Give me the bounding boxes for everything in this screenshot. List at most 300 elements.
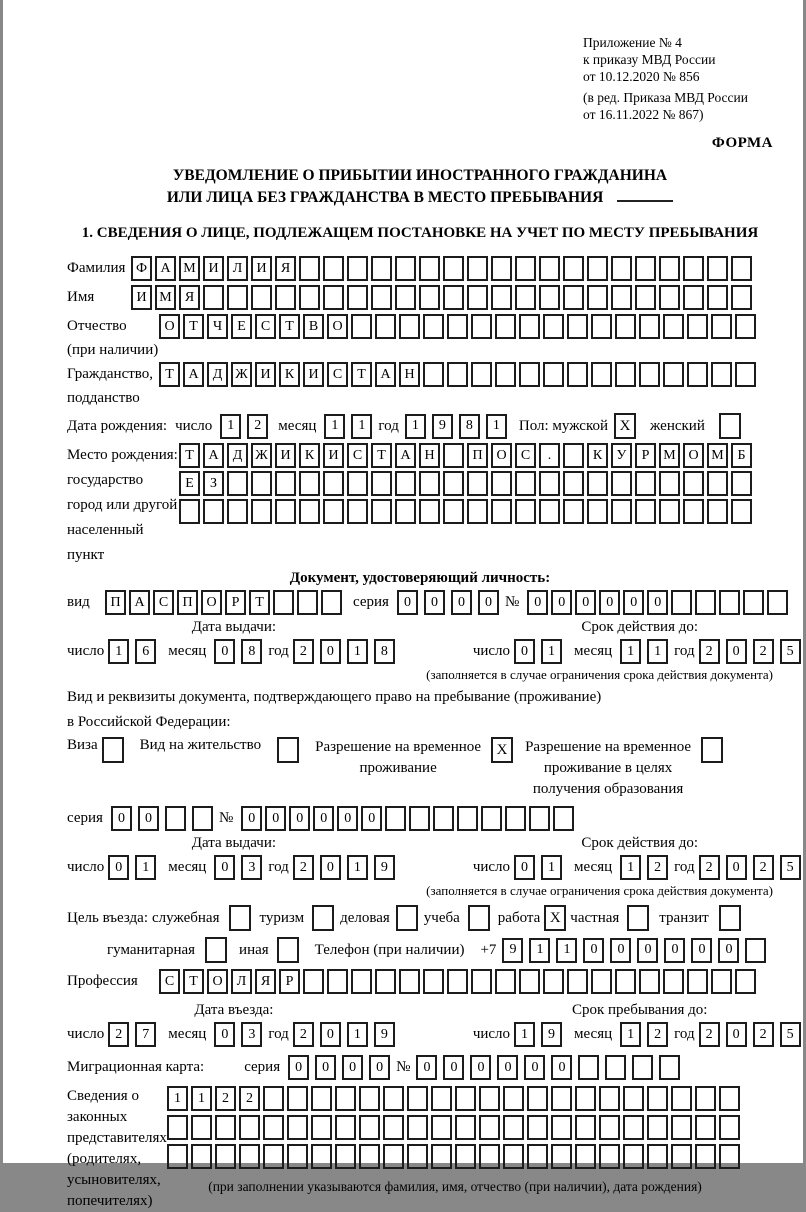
char-box[interactable]: Ж (231, 362, 252, 387)
char-box[interactable]: С (159, 969, 180, 994)
char-box[interactable]: Р (635, 443, 656, 468)
char-box[interactable]: 0 (315, 1055, 336, 1080)
char-box[interactable]: 0 (470, 1055, 491, 1080)
char-box[interactable] (767, 590, 788, 615)
char-box[interactable] (287, 1115, 308, 1140)
char-box[interactable] (587, 256, 608, 281)
char-box[interactable] (409, 806, 430, 831)
char-box[interactable]: 8 (459, 414, 480, 439)
char-box[interactable] (407, 1086, 428, 1111)
char-box[interactable] (735, 362, 756, 387)
char-box[interactable] (491, 285, 512, 310)
char-box[interactable] (611, 471, 632, 496)
char-box[interactable]: 0 (451, 590, 472, 615)
char-box[interactable] (395, 471, 416, 496)
char-box[interactable]: 2 (753, 639, 774, 664)
char-box[interactable]: Я (255, 969, 276, 994)
char-box[interactable]: Ж (251, 443, 272, 468)
char-box[interactable]: 0 (361, 806, 382, 831)
char-box[interactable] (347, 256, 368, 281)
char-box[interactable] (687, 362, 708, 387)
char-box[interactable] (165, 806, 186, 831)
char-box[interactable] (543, 969, 564, 994)
char-box[interactable]: Т (183, 314, 204, 339)
purpose-official-checkbox[interactable] (229, 905, 251, 931)
char-box[interactable]: 2 (647, 855, 668, 880)
char-box[interactable] (359, 1144, 380, 1169)
char-box[interactable] (647, 1144, 668, 1169)
char-box[interactable] (297, 590, 318, 615)
char-box[interactable] (635, 256, 656, 281)
char-box[interactable]: К (587, 443, 608, 468)
char-box[interactable] (191, 1115, 212, 1140)
char-box[interactable]: Т (183, 969, 204, 994)
char-box[interactable] (167, 1115, 188, 1140)
char-box[interactable] (419, 471, 440, 496)
char-box[interactable] (227, 499, 248, 524)
char-box[interactable]: А (203, 443, 224, 468)
char-box[interactable] (431, 1144, 452, 1169)
char-box[interactable] (615, 314, 636, 339)
char-box[interactable]: С (255, 314, 276, 339)
char-box[interactable]: Ф (131, 256, 152, 281)
char-box[interactable] (731, 499, 752, 524)
char-box[interactable]: З (203, 471, 224, 496)
char-box[interactable] (635, 499, 656, 524)
char-box[interactable] (471, 969, 492, 994)
char-box[interactable] (359, 1115, 380, 1140)
char-box[interactable]: М (155, 285, 176, 310)
char-box[interactable]: 0 (288, 1055, 309, 1080)
char-box[interactable]: Е (231, 314, 252, 339)
char-box[interactable] (491, 256, 512, 281)
char-box[interactable]: 0 (416, 1055, 437, 1080)
char-box[interactable]: И (303, 362, 324, 387)
char-box[interactable] (519, 314, 540, 339)
sex-female-checkbox[interactable] (719, 413, 741, 439)
char-box[interactable]: 0 (320, 855, 341, 880)
char-box[interactable]: 1 (167, 1086, 188, 1111)
char-box[interactable] (471, 362, 492, 387)
char-box[interactable]: С (347, 443, 368, 468)
char-box[interactable]: 8 (374, 639, 395, 664)
char-box[interactable] (419, 499, 440, 524)
char-box[interactable] (419, 285, 440, 310)
char-box[interactable] (707, 285, 728, 310)
char-box[interactable]: 0 (575, 590, 596, 615)
char-box[interactable]: 0 (138, 806, 159, 831)
char-box[interactable] (191, 1144, 212, 1169)
char-box[interactable] (551, 1115, 572, 1140)
char-box[interactable]: Н (419, 443, 440, 468)
char-box[interactable] (431, 1115, 452, 1140)
char-box[interactable]: М (659, 443, 680, 468)
char-box[interactable]: 9 (502, 938, 523, 963)
char-box[interactable] (479, 1086, 500, 1111)
char-box[interactable] (543, 362, 564, 387)
char-box[interactable]: 0 (637, 938, 658, 963)
char-box[interactable]: . (539, 443, 560, 468)
char-box[interactable] (711, 362, 732, 387)
char-box[interactable] (605, 1055, 626, 1080)
char-box[interactable] (745, 938, 766, 963)
char-box[interactable] (611, 285, 632, 310)
char-box[interactable] (659, 471, 680, 496)
char-box[interactable] (515, 256, 536, 281)
char-box[interactable]: 0 (691, 938, 712, 963)
char-box[interactable] (447, 362, 468, 387)
char-box[interactable] (323, 471, 344, 496)
char-box[interactable] (647, 1115, 668, 1140)
char-box[interactable] (287, 1086, 308, 1111)
char-box[interactable] (647, 1086, 668, 1111)
residence-permit-checkbox[interactable] (277, 737, 299, 763)
char-box[interactable] (479, 1144, 500, 1169)
char-box[interactable] (719, 590, 740, 615)
char-box[interactable]: 3 (241, 1022, 262, 1047)
char-box[interactable] (311, 1115, 332, 1140)
char-box[interactable] (567, 314, 588, 339)
char-box[interactable]: В (303, 314, 324, 339)
char-box[interactable] (543, 314, 564, 339)
char-box[interactable]: 0 (514, 855, 535, 880)
char-box[interactable] (371, 471, 392, 496)
char-box[interactable] (239, 1115, 260, 1140)
char-box[interactable] (491, 471, 512, 496)
char-box[interactable]: 0 (108, 855, 129, 880)
char-box[interactable] (575, 1115, 596, 1140)
char-box[interactable] (323, 499, 344, 524)
char-box[interactable] (599, 1144, 620, 1169)
char-box[interactable] (599, 1086, 620, 1111)
purpose-other-checkbox[interactable] (277, 937, 299, 963)
char-box[interactable]: 1 (351, 414, 372, 439)
char-box[interactable]: 0 (241, 806, 262, 831)
char-box[interactable] (495, 314, 516, 339)
char-box[interactable]: 0 (397, 590, 418, 615)
char-box[interactable] (371, 285, 392, 310)
char-box[interactable]: И (131, 285, 152, 310)
char-box[interactable]: К (299, 443, 320, 468)
char-box[interactable] (192, 806, 213, 831)
purpose-tourism-checkbox[interactable] (312, 905, 334, 931)
char-box[interactable] (663, 969, 684, 994)
char-box[interactable] (251, 471, 272, 496)
char-box[interactable]: 1 (405, 414, 426, 439)
char-box[interactable] (683, 499, 704, 524)
char-box[interactable]: 0 (265, 806, 286, 831)
char-box[interactable] (707, 256, 728, 281)
char-box[interactable]: 2 (215, 1086, 236, 1111)
char-box[interactable] (539, 499, 560, 524)
char-box[interactable]: 0 (337, 806, 358, 831)
char-box[interactable] (407, 1115, 428, 1140)
char-box[interactable] (615, 969, 636, 994)
char-box[interactable] (587, 499, 608, 524)
char-box[interactable] (443, 471, 464, 496)
char-box[interactable] (527, 1115, 548, 1140)
char-box[interactable] (735, 314, 756, 339)
char-box[interactable]: 0 (320, 1022, 341, 1047)
char-box[interactable] (323, 285, 344, 310)
char-box[interactable]: 0 (478, 590, 499, 615)
char-box[interactable] (443, 499, 464, 524)
char-box[interactable] (251, 499, 272, 524)
char-box[interactable] (663, 314, 684, 339)
char-box[interactable] (395, 285, 416, 310)
char-box[interactable] (423, 969, 444, 994)
char-box[interactable] (519, 969, 540, 994)
char-box[interactable] (719, 1115, 740, 1140)
char-box[interactable] (563, 499, 584, 524)
char-box[interactable] (263, 1115, 284, 1140)
char-box[interactable]: 1 (135, 855, 156, 880)
char-box[interactable] (275, 499, 296, 524)
char-box[interactable]: 0 (369, 1055, 390, 1080)
char-box[interactable] (515, 285, 536, 310)
char-box[interactable]: 0 (514, 639, 535, 664)
char-box[interactable]: 0 (551, 590, 572, 615)
char-box[interactable] (335, 1144, 356, 1169)
char-box[interactable] (695, 1144, 716, 1169)
char-box[interactable]: 2 (293, 855, 314, 880)
char-box[interactable] (711, 314, 732, 339)
char-box[interactable]: 1 (347, 855, 368, 880)
char-box[interactable] (455, 1086, 476, 1111)
char-box[interactable]: А (155, 256, 176, 281)
char-box[interactable]: А (183, 362, 204, 387)
char-box[interactable]: 0 (497, 1055, 518, 1080)
char-box[interactable] (311, 1144, 332, 1169)
char-box[interactable] (503, 1086, 524, 1111)
char-box[interactable]: 0 (527, 590, 548, 615)
char-box[interactable] (385, 806, 406, 831)
purpose-study-checkbox[interactable] (468, 905, 490, 931)
char-box[interactable] (611, 256, 632, 281)
char-box[interactable]: 0 (443, 1055, 464, 1080)
char-box[interactable] (227, 471, 248, 496)
char-box[interactable] (695, 1115, 716, 1140)
char-box[interactable]: И (323, 443, 344, 468)
char-box[interactable] (527, 1144, 548, 1169)
char-box[interactable] (431, 1086, 452, 1111)
char-box[interactable] (287, 1144, 308, 1169)
char-box[interactable]: Т (351, 362, 372, 387)
char-box[interactable] (663, 362, 684, 387)
char-box[interactable] (359, 1086, 380, 1111)
char-box[interactable] (215, 1115, 236, 1140)
char-box[interactable]: М (179, 256, 200, 281)
char-box[interactable]: 1 (541, 855, 562, 880)
char-box[interactable]: Б (731, 443, 752, 468)
char-box[interactable] (467, 285, 488, 310)
char-box[interactable] (467, 256, 488, 281)
char-box[interactable] (539, 471, 560, 496)
char-box[interactable]: П (105, 590, 126, 615)
char-box[interactable] (419, 256, 440, 281)
char-box[interactable]: 0 (599, 590, 620, 615)
char-box[interactable] (659, 1055, 680, 1080)
char-box[interactable] (615, 362, 636, 387)
char-box[interactable] (321, 590, 342, 615)
edu-residence-checkbox[interactable] (701, 737, 723, 763)
char-box[interactable] (275, 285, 296, 310)
char-box[interactable]: 8 (241, 639, 262, 664)
char-box[interactable]: 6 (135, 639, 156, 664)
char-box[interactable] (683, 285, 704, 310)
char-box[interactable]: И (275, 443, 296, 468)
char-box[interactable] (719, 1144, 740, 1169)
char-box[interactable] (683, 471, 704, 496)
char-box[interactable] (659, 285, 680, 310)
char-box[interactable]: Е (179, 471, 200, 496)
char-box[interactable] (707, 471, 728, 496)
visa-checkbox[interactable] (102, 737, 124, 763)
char-box[interactable]: О (683, 443, 704, 468)
char-box[interactable] (371, 499, 392, 524)
char-box[interactable] (423, 314, 444, 339)
char-box[interactable]: 1 (620, 1022, 641, 1047)
char-box[interactable]: Т (279, 314, 300, 339)
char-box[interactable] (591, 314, 612, 339)
char-box[interactable]: 9 (374, 1022, 395, 1047)
char-box[interactable] (433, 806, 454, 831)
char-box[interactable] (481, 806, 502, 831)
char-box[interactable]: М (707, 443, 728, 468)
char-box[interactable]: 0 (342, 1055, 363, 1080)
char-box[interactable] (731, 285, 752, 310)
char-box[interactable] (215, 1144, 236, 1169)
char-box[interactable]: 0 (524, 1055, 545, 1080)
char-box[interactable]: Т (249, 590, 270, 615)
char-box[interactable] (263, 1144, 284, 1169)
char-box[interactable] (407, 1144, 428, 1169)
char-box[interactable]: 0 (583, 938, 604, 963)
char-box[interactable] (263, 1086, 284, 1111)
char-box[interactable] (383, 1115, 404, 1140)
purpose-work-checkbox[interactable]: X (544, 905, 566, 931)
char-box[interactable] (687, 314, 708, 339)
char-box[interactable]: 0 (313, 806, 334, 831)
char-box[interactable] (323, 256, 344, 281)
char-box[interactable] (599, 1115, 620, 1140)
char-box[interactable] (635, 285, 656, 310)
char-box[interactable] (659, 499, 680, 524)
char-box[interactable]: Л (227, 256, 248, 281)
char-box[interactable] (383, 1086, 404, 1111)
char-box[interactable] (563, 256, 584, 281)
char-box[interactable] (743, 590, 764, 615)
char-box[interactable]: Р (225, 590, 246, 615)
char-box[interactable] (587, 285, 608, 310)
char-box[interactable] (347, 285, 368, 310)
char-box[interactable] (395, 256, 416, 281)
char-box[interactable] (455, 1115, 476, 1140)
char-box[interactable] (515, 499, 536, 524)
char-box[interactable] (539, 285, 560, 310)
char-box[interactable]: Д (227, 443, 248, 468)
char-box[interactable] (423, 362, 444, 387)
char-box[interactable] (735, 969, 756, 994)
char-box[interactable]: 7 (135, 1022, 156, 1047)
char-box[interactable]: 1 (220, 414, 241, 439)
char-box[interactable]: 1 (347, 1022, 368, 1047)
char-box[interactable]: 2 (247, 414, 268, 439)
char-box[interactable] (587, 471, 608, 496)
char-box[interactable]: 1 (529, 938, 550, 963)
char-box[interactable] (503, 1115, 524, 1140)
purpose-humanitarian-checkbox[interactable] (205, 937, 227, 963)
char-box[interactable]: 9 (541, 1022, 562, 1047)
char-box[interactable] (251, 285, 272, 310)
char-box[interactable] (563, 471, 584, 496)
char-box[interactable]: И (203, 256, 224, 281)
char-box[interactable]: 1 (620, 639, 641, 664)
char-box[interactable] (575, 1086, 596, 1111)
char-box[interactable] (687, 969, 708, 994)
char-box[interactable]: 0 (551, 1055, 572, 1080)
char-box[interactable]: 2 (699, 855, 720, 880)
char-box[interactable] (495, 362, 516, 387)
char-box[interactable] (515, 471, 536, 496)
char-box[interactable]: О (207, 969, 228, 994)
char-box[interactable]: 2 (753, 855, 774, 880)
char-box[interactable] (553, 806, 574, 831)
char-box[interactable]: Т (179, 443, 200, 468)
char-box[interactable]: Я (275, 256, 296, 281)
char-box[interactable]: 0 (214, 1022, 235, 1047)
char-box[interactable] (707, 499, 728, 524)
char-box[interactable] (639, 969, 660, 994)
char-box[interactable]: 9 (374, 855, 395, 880)
char-box[interactable] (527, 1086, 548, 1111)
char-box[interactable] (299, 285, 320, 310)
char-box[interactable] (495, 969, 516, 994)
char-box[interactable]: 5 (780, 1022, 801, 1047)
char-box[interactable]: 1 (108, 639, 129, 664)
char-box[interactable] (375, 969, 396, 994)
char-box[interactable]: Д (207, 362, 228, 387)
char-box[interactable] (567, 362, 588, 387)
char-box[interactable] (239, 1144, 260, 1169)
char-box[interactable] (335, 1086, 356, 1111)
char-box[interactable]: О (201, 590, 222, 615)
temp-residence-checkbox[interactable]: X (491, 737, 513, 763)
char-box[interactable] (591, 969, 612, 994)
char-box[interactable] (203, 285, 224, 310)
char-box[interactable]: 0 (664, 938, 685, 963)
char-box[interactable] (529, 806, 550, 831)
char-box[interactable]: А (375, 362, 396, 387)
char-box[interactable]: 1 (514, 1022, 535, 1047)
char-box[interactable]: Т (159, 362, 180, 387)
char-box[interactable] (455, 1144, 476, 1169)
char-box[interactable]: Ч (207, 314, 228, 339)
char-box[interactable] (299, 499, 320, 524)
char-box[interactable] (567, 969, 588, 994)
char-box[interactable] (591, 362, 612, 387)
char-box[interactable] (551, 1086, 572, 1111)
char-box[interactable] (227, 285, 248, 310)
char-box[interactable] (695, 1086, 716, 1111)
char-box[interactable] (399, 314, 420, 339)
char-box[interactable]: Я (179, 285, 200, 310)
char-box[interactable]: 2 (753, 1022, 774, 1047)
char-box[interactable]: 1 (647, 639, 668, 664)
char-box[interactable]: 0 (647, 590, 668, 615)
char-box[interactable] (447, 314, 468, 339)
char-box[interactable] (578, 1055, 599, 1080)
